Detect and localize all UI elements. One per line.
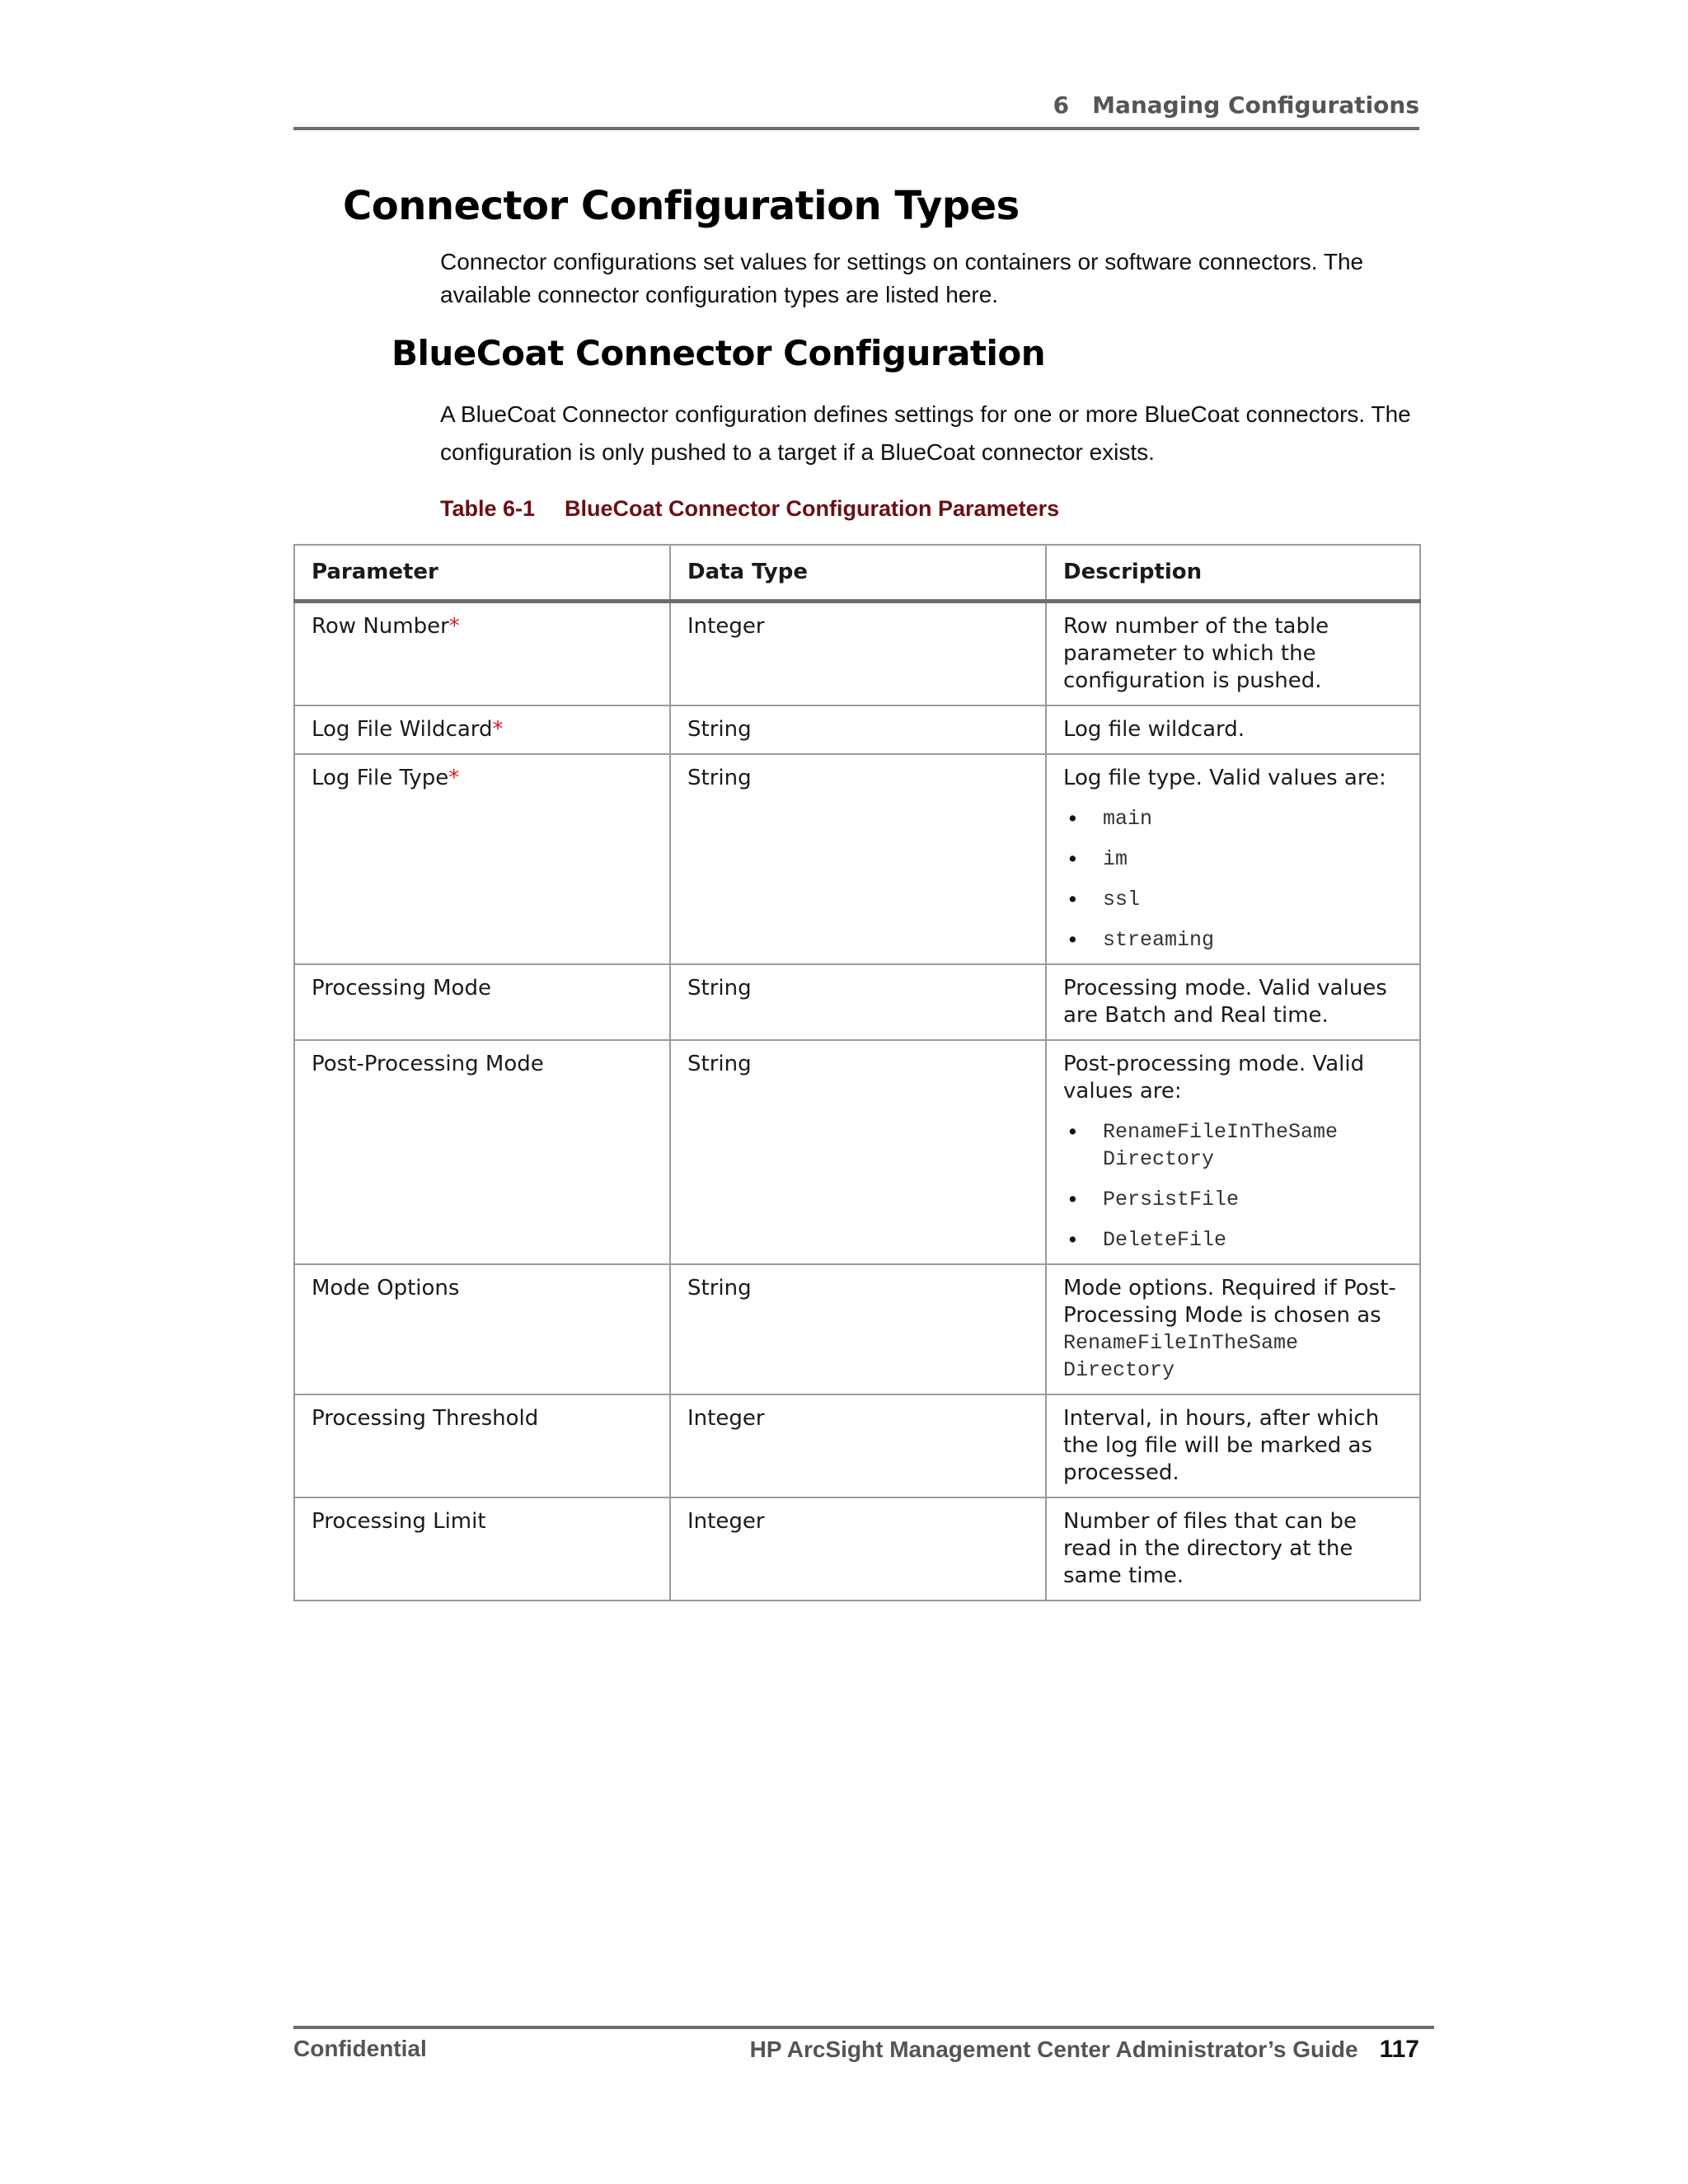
table-row xyxy=(294,754,1420,964)
col-header-data-type: Data Type xyxy=(670,545,1046,602)
parameter-name: Row Number xyxy=(312,614,449,639)
parameter-name: Log File Type xyxy=(312,766,449,790)
description-cell xyxy=(1046,1040,1420,1264)
required-marker: * xyxy=(448,766,460,790)
description-cell: Number of files that can be read in the directory at the same time. xyxy=(1046,1497,1420,1601)
valid-value: • im xyxy=(1063,846,1403,873)
chapter-number: 6 xyxy=(1053,91,1070,119)
table-caption-number: Table 6-1 xyxy=(440,496,536,521)
valid-value: • PersistFile xyxy=(1063,1186,1403,1213)
table-row xyxy=(294,705,1420,754)
description-cell: Processing mode. Valid values are Batch and Real time. xyxy=(1046,964,1420,1040)
type-cell: String xyxy=(670,1264,1046,1394)
subsection-title: BlueCoat Connector Configuration xyxy=(392,333,1046,373)
page-footer xyxy=(293,2026,1434,2075)
description-text: Log file type. Valid values are: xyxy=(1063,766,1386,790)
table-row xyxy=(294,1497,1420,1601)
parameter-cell xyxy=(294,602,670,706)
required-marker: * xyxy=(448,614,460,639)
table-caption xyxy=(440,496,1059,522)
description-text: Post-processing mode. Valid values are: xyxy=(1063,1052,1365,1104)
description-cell xyxy=(1046,754,1420,964)
valid-values-list xyxy=(1063,805,1403,954)
parameters-table xyxy=(293,544,1421,1601)
chapter-title: Managing Configurations xyxy=(1092,91,1419,119)
valid-value: • streaming xyxy=(1063,926,1403,954)
type-cell: Integer xyxy=(670,602,1046,706)
parameter-name: Log File Wildcard xyxy=(312,717,493,742)
table-header-row xyxy=(294,545,1420,602)
type-cell: String xyxy=(670,754,1046,964)
page-header xyxy=(293,89,1419,130)
page-number: 117 xyxy=(1379,2036,1419,2063)
col-header-parameter: Parameter xyxy=(294,545,670,602)
valid-value: • ssl xyxy=(1063,886,1403,913)
table-row xyxy=(294,964,1420,1040)
description-text: Mode options. Required if Post-Processing Mode is chosen as xyxy=(1063,1276,1396,1328)
type-cell: Integer xyxy=(670,1394,1046,1497)
valid-values-list xyxy=(1063,1118,1403,1254)
footer-confidential: Confidential xyxy=(293,2036,427,2061)
valid-value: • DeleteFile xyxy=(1063,1226,1403,1254)
description-cell: Interval, in hours, after which the log file will be marked as processed. xyxy=(1046,1394,1420,1497)
description-cell: Log file wildcard. xyxy=(1046,705,1420,754)
parameter-cell xyxy=(294,754,670,964)
type-cell: Integer xyxy=(670,1497,1046,1601)
parameter-cell: Processing Limit xyxy=(294,1497,670,1601)
parameter-cell: Processing Mode xyxy=(294,964,670,1040)
section-title: Connector Configuration Types xyxy=(343,183,1020,229)
footer-guide-title: HP ArcSight Management Center Administrator’s Guide xyxy=(749,2036,1358,2062)
table-row xyxy=(294,1040,1420,1264)
parameter-cell: Processing Threshold xyxy=(294,1394,670,1497)
section-intro: Connector configurations set values for settings on containers or software connectors. The available connector configuration types are listed here. xyxy=(440,249,1364,307)
description-cell xyxy=(1046,1264,1420,1394)
footer-right xyxy=(750,2036,1419,2064)
table-row xyxy=(294,1394,1420,1497)
table-row xyxy=(294,1264,1420,1394)
required-marker: * xyxy=(492,717,504,742)
description-cell: Row number of the table parameter to which the configuration is pushed. xyxy=(1046,602,1420,706)
table-row xyxy=(294,602,1420,706)
type-cell: String xyxy=(670,705,1046,754)
valid-value: • main xyxy=(1063,805,1403,832)
parameter-cell xyxy=(294,705,670,754)
description-code: RenameFileInTheSame Directory xyxy=(1063,1331,1299,1382)
table-caption-title: BlueCoat Connector Configuration Parameters xyxy=(565,496,1060,521)
parameter-cell: Mode Options xyxy=(294,1264,670,1394)
col-header-description: Description xyxy=(1046,545,1420,602)
valid-value: • RenameFileInTheSame Directory xyxy=(1063,1118,1403,1173)
type-cell: String xyxy=(670,1040,1046,1264)
subsection-body: A BlueCoat Connector configuration defines settings for one or more BlueCoat connectors. The configuration is only pushed to a target if a BlueCoat connector exists. xyxy=(440,401,1411,465)
parameter-cell: Post-Processing Mode xyxy=(294,1040,670,1264)
type-cell: String xyxy=(670,964,1046,1040)
